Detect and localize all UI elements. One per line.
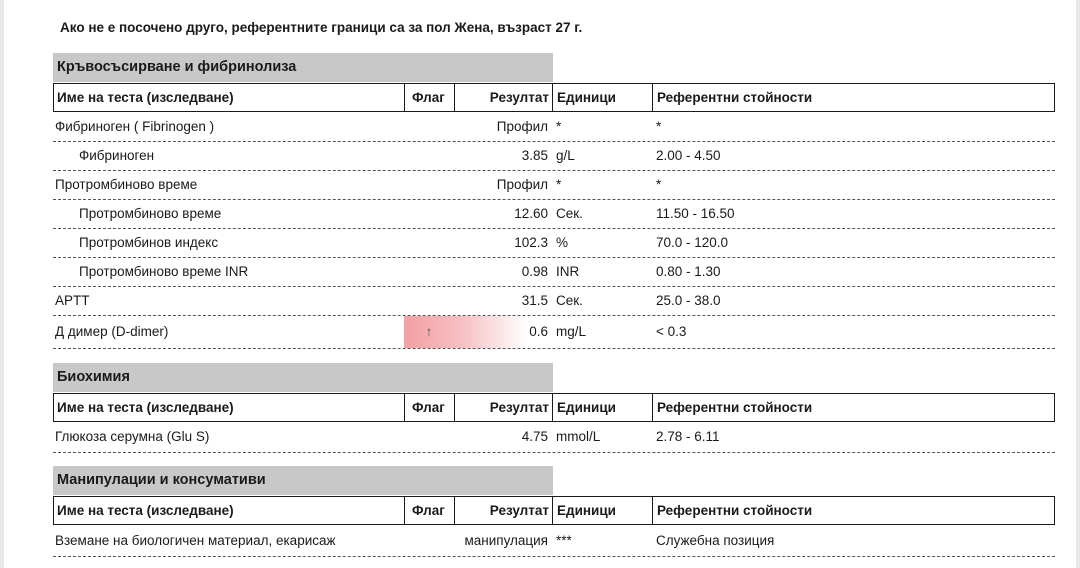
col-ref-header: Референтни стойности bbox=[657, 90, 813, 105]
test-result: 0.98 bbox=[521, 264, 548, 279]
test-reference: 70.0 - 120.0 bbox=[656, 235, 729, 250]
col-result-header: Резултат bbox=[489, 400, 549, 415]
col-result-header: Резултат bbox=[489, 90, 549, 105]
test-reference: 11.50 - 16.50 bbox=[656, 206, 735, 221]
test-unit: Сек. bbox=[556, 293, 583, 308]
table-row bbox=[53, 113, 1055, 142]
col-name-header: Име на теста (изследване) bbox=[57, 503, 234, 518]
col-name-header: Име на теста (изследване) bbox=[57, 400, 234, 415]
test-reference: Служебна позиция bbox=[656, 533, 775, 548]
test-name: Протромбиново време INR bbox=[79, 264, 249, 279]
table-row-flagged bbox=[53, 316, 1055, 349]
reference-note: Ако не е посочено друго, референтните граници са за пол Жена, възраст 27 г. bbox=[60, 20, 583, 35]
test-result: 4.75 bbox=[521, 429, 548, 444]
test-name: Вземане на биологичен материал, екарисаж bbox=[55, 533, 336, 548]
col-divider bbox=[552, 497, 553, 524]
test-result: 3.85 bbox=[521, 148, 548, 163]
col-result-header: Резултат bbox=[489, 503, 549, 518]
test-name: Фибриноген ( Fibrinogen ) bbox=[55, 119, 215, 134]
test-reference: 2.78 - 6.11 bbox=[656, 429, 720, 444]
section-title-biochemistry: Биохимия bbox=[53, 363, 553, 392]
test-unit: * bbox=[556, 177, 562, 192]
table-row bbox=[53, 200, 1055, 229]
table-row bbox=[53, 258, 1055, 287]
col-ref-header: Референтни стойности bbox=[657, 400, 813, 415]
col-divider bbox=[404, 497, 405, 524]
col-divider bbox=[652, 84, 653, 111]
table-row bbox=[53, 142, 1055, 171]
test-reference: * bbox=[656, 177, 662, 192]
test-name: Протромбиново време bbox=[79, 206, 222, 221]
test-unit: mmol/L bbox=[556, 429, 601, 444]
test-result: Профил bbox=[496, 177, 548, 192]
col-unit-header: Единици bbox=[557, 503, 616, 518]
col-flag-header: Флаг bbox=[412, 400, 445, 415]
test-unit: INR bbox=[556, 264, 580, 279]
test-name: APTT bbox=[55, 293, 90, 308]
page-frame-left bbox=[0, 0, 4, 568]
table-row bbox=[53, 171, 1055, 200]
table-header bbox=[53, 83, 1055, 112]
col-divider bbox=[552, 84, 553, 111]
table-row bbox=[53, 423, 1055, 453]
test-name: Фибриноген bbox=[79, 148, 155, 163]
test-unit: * bbox=[556, 119, 562, 134]
table-header bbox=[53, 496, 1055, 525]
test-name: Д димер (D-dimer) bbox=[55, 324, 169, 339]
page-frame-right bbox=[1076, 0, 1080, 568]
table-row bbox=[53, 287, 1055, 316]
col-name-header: Име на теста (изследване) bbox=[57, 90, 234, 105]
col-divider bbox=[652, 497, 653, 524]
test-unit: mg/L bbox=[556, 324, 587, 339]
col-ref-header: Референтни стойности bbox=[657, 503, 813, 518]
test-reference: * bbox=[656, 119, 662, 134]
col-divider bbox=[404, 84, 405, 111]
test-result: 31.5 bbox=[521, 293, 548, 308]
test-reference: < 0.3 bbox=[656, 324, 687, 339]
test-name: Протромбиново време bbox=[55, 177, 198, 192]
table-row bbox=[53, 527, 1055, 557]
test-reference: 25.0 - 38.0 bbox=[656, 293, 721, 308]
test-reference: 0.80 - 1.30 bbox=[656, 264, 721, 279]
table-header bbox=[53, 393, 1055, 422]
section-title-coagulation: Кръвосъсирване и фибринолиза bbox=[53, 53, 553, 82]
col-flag-header: Флаг bbox=[412, 90, 445, 105]
table-row bbox=[53, 229, 1055, 258]
test-unit: g/L bbox=[556, 148, 575, 163]
test-result: 102.3 bbox=[514, 235, 548, 250]
test-result: манипулация bbox=[464, 533, 548, 548]
test-name: Протромбинов индекс bbox=[79, 235, 219, 250]
flag-high-arrow-icon: ↑ bbox=[425, 324, 433, 339]
col-unit-header: Единици bbox=[557, 90, 616, 105]
test-result: 12.60 bbox=[514, 206, 548, 221]
test-reference: 2.00 - 4.50 bbox=[656, 148, 721, 163]
section-title-manipulations: Манипулации и консумативи bbox=[53, 466, 553, 495]
test-unit: *** bbox=[556, 533, 572, 548]
test-unit: % bbox=[556, 235, 569, 250]
col-divider bbox=[652, 394, 653, 421]
col-divider bbox=[552, 394, 553, 421]
test-result: Профил bbox=[496, 119, 548, 134]
col-flag-header: Флаг bbox=[412, 503, 445, 518]
test-result: 0.6 bbox=[529, 324, 548, 339]
col-divider bbox=[404, 394, 405, 421]
test-unit: Сек. bbox=[556, 206, 583, 221]
col-unit-header: Единици bbox=[557, 400, 616, 415]
test-name: Глюкоза серумна (Glu S) bbox=[55, 429, 210, 444]
